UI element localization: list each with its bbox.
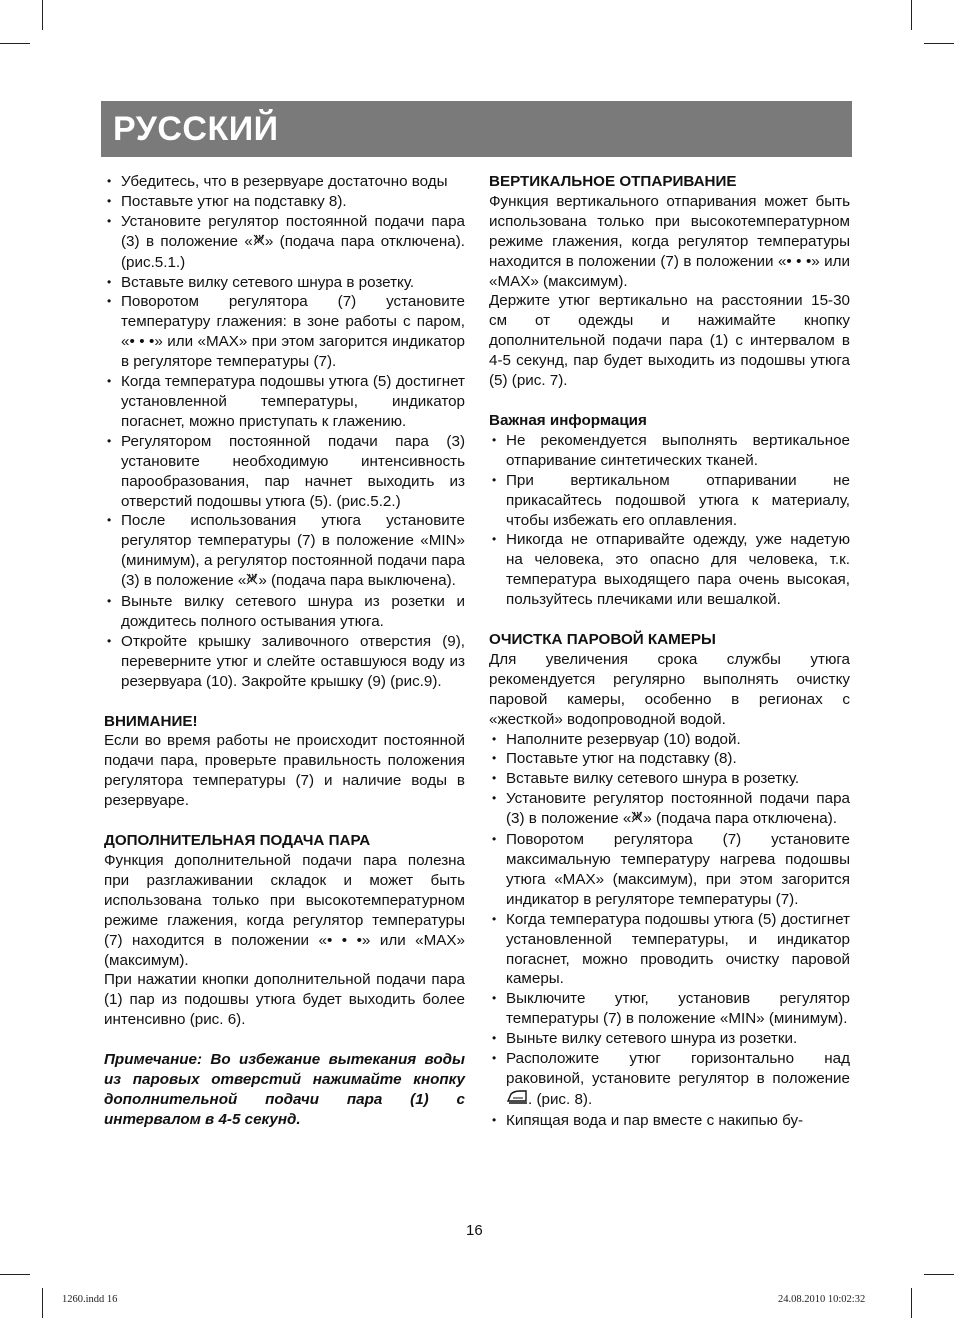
vertical-steam-paragraph: Функция вертикального отпаривания может быть использована только при высокотемпературном режиме глажения, когда регулятор температуры находится в положении (7) в положении «• • •» или «MAX» (максимум). [489,192,850,290]
cleaning-item: • Поставьте утюг на подставку (8). [489,749,850,769]
crop-mark [911,0,912,30]
cleaning-item: • Поворотом регулятора (7) установите максимальную температуру нагрева подошвы утюга «MAX» (максимум), при этом загорится индикатор в регуляторе температуры (7). [489,830,850,910]
important-heading: Важная информация [489,411,647,429]
cleaning-item: • Выключите утюг, установив регулятор температуры (7) в положение «MIN» (минимум). [489,989,850,1029]
list-item-text: » (подача пара выключена). [258,572,456,590]
instruction-item: • Поставьте утюг на подставку 8). [104,192,465,212]
page-number: 16 [466,1222,483,1239]
left-column [104,172,465,1130]
list-item-text: Установите регулятор постоянной подачи пара (3) в положение « [506,790,850,828]
vertical-steam-paragraph: Держите утюг вертикально на расстоянии 15-30 см от одежды и нажимайте кнопку дополнительной подачи пара (1) с интервалом в 4-5 секунд, пар будет выходить из подошвы утюга (5) (рис. 7). [489,292,850,390]
instruction-item: • Выньте вилку сетевого шнура из розетки и дождитесь полного остывания утюга. [104,592,465,632]
crop-mark [924,43,954,44]
list-item-text: Расположите утюг горизонтально над раковиной, установите регулятор в положение [506,1050,850,1087]
vertical-steam-heading: ВЕРТИКАЛЬНОЕ ОТПАРИВАНИЕ [489,173,737,190]
crop-mark [42,1288,43,1318]
cleaning-item [489,1049,850,1111]
list-item-text: Установите регулятор постоянной подачи пара (3) в положение « [121,212,465,250]
crop-mark [42,0,43,30]
cleaning-paragraph: Для увеличения срока службы утюга рекомендуется регулярно выполнять очистку паровой камеры, особенно в регионах с «жесткой» водопроводной водой. [489,650,850,728]
list-item-text: » (подача пара отключена). (рис.5.1.) [121,232,465,271]
list-item-text: . (рис. 8). [528,1090,593,1108]
instruction-item [104,511,465,592]
important-item: • При вертикальном отпаривании не прикасайтесь подошвой утюга к материалу, чтобы избежать его оплавления. [489,471,850,531]
instruction-item: • Откройте крышку заливочного отверстия (9), переверните утюг и слейте оставшуюся воду из резервуара (10). Закройте крышку (9) (рис.9). [104,632,465,692]
cleaning-item: • Кипящая вода и пар вместе с накипью бу- [489,1111,850,1131]
crossed-steam-icon [253,233,265,253]
footer-file: 1260.indd 16 [62,1294,118,1305]
cleaning-item: • Вставьте вилку сетевого шнура в розетку. [489,769,850,789]
language-header-bar [101,101,852,157]
note-text: Примечание: Во избежание вытекания воды из паровых отверстий нажимайте кнопку дополнительной подачи пара (1) с интервалом в 4-5 секунд. [104,1051,465,1128]
crop-mark [924,1274,954,1275]
cleaning-list [489,730,850,1131]
footer-timestamp: 24.08.2010 10:02:32 [778,1294,866,1305]
list-item-text: После использования утюга установите регулятор температуры (7) в положение «MIN» (минимум), а регулятор постоянной подачи пара (3) в положение « [121,512,465,590]
warning-text: Если во время работы не происходит постоянной подачи пара, проверьте правильность положения регулятора температуры (7) и наличие воды в резервуаре. [104,732,465,810]
cleaning-item: • Выньте вилку сетевого шнура из розетки. [489,1029,850,1049]
cleaning-item [489,789,850,830]
cleaning-item: • Наполните резервуар (10) водой. [489,730,850,750]
self-clean-icon [506,1089,528,1111]
instruction-item: • Поворотом регулятора (7) установите температуру глажения: в зоне работы с паром, «• • •» или «MAX» при этом загорится индикатор в регуляторе температуры (7). [104,292,465,372]
crossed-steam-icon [246,572,258,592]
list-item-text: » (подача пара отключена). [643,810,837,828]
instruction-item: • Когда температура подошвы утюга (5) достигнет установленной температуры, индикатор погаснет, можно приступать к глажению. [104,372,465,432]
cleaning-item: • Когда температура подошвы утюга (5) достигнет установленной температуры, и индикатор погаснет, можно проводить очистку паровой камеры. [489,910,850,990]
important-item: • Никогда не отпаривайте одежду, уже надетую на человека, это опасно для человека, т.к. температура выходящего пара очень высокая, пользуйтесь плечиками или вешалкой. [489,530,850,610]
instruction-item: • Вставьте вилку сетевого шнура в розетку. [104,273,465,293]
extra-steam-heading: ДОПОЛНИТЕЛЬНАЯ ПОДАЧА ПАРА [104,832,371,850]
extra-steam-paragraph: Функция дополнительной подачи пара полезна при разглаживании складок и может быть использована только при высокотемпературном режиме глажения, когда регулятор температуры (7) находится в положении «• • •» или «MAX» (максимум). [104,852,465,969]
extra-steam-paragraph: При нажатии кнопки дополнительной подачи пара (1) пар из подошвы утюга будет выходить более интенсивно (рис. 6). [104,971,465,1029]
crop-mark [0,43,30,44]
crop-mark [911,1288,912,1318]
warning-heading: ВНИМАНИЕ! [104,712,198,730]
right-column [489,172,850,1131]
cleaning-heading: ОЧИСТКА ПАРОВОЙ КАМЕРЫ [489,631,716,649]
instruction-item [104,212,465,273]
instruction-list [104,172,465,692]
instruction-item: • Регулятором постоянной подачи пара (3) установите необходимую интенсивность парообразования, пар начнет выходить из отверстий подошвы утюга (5). (рис.5.2.) [104,432,465,512]
instruction-item: • Убедитесь, что в резервуаре достаточно воды [104,172,465,192]
important-item: • Не рекомендуется выполнять вертикальное отпаривание синтетических тканей. [489,431,850,471]
page-title: РУССКИЙ [113,110,279,148]
crossed-steam-icon [631,810,643,830]
important-list [489,431,850,610]
crop-mark [0,1274,30,1275]
